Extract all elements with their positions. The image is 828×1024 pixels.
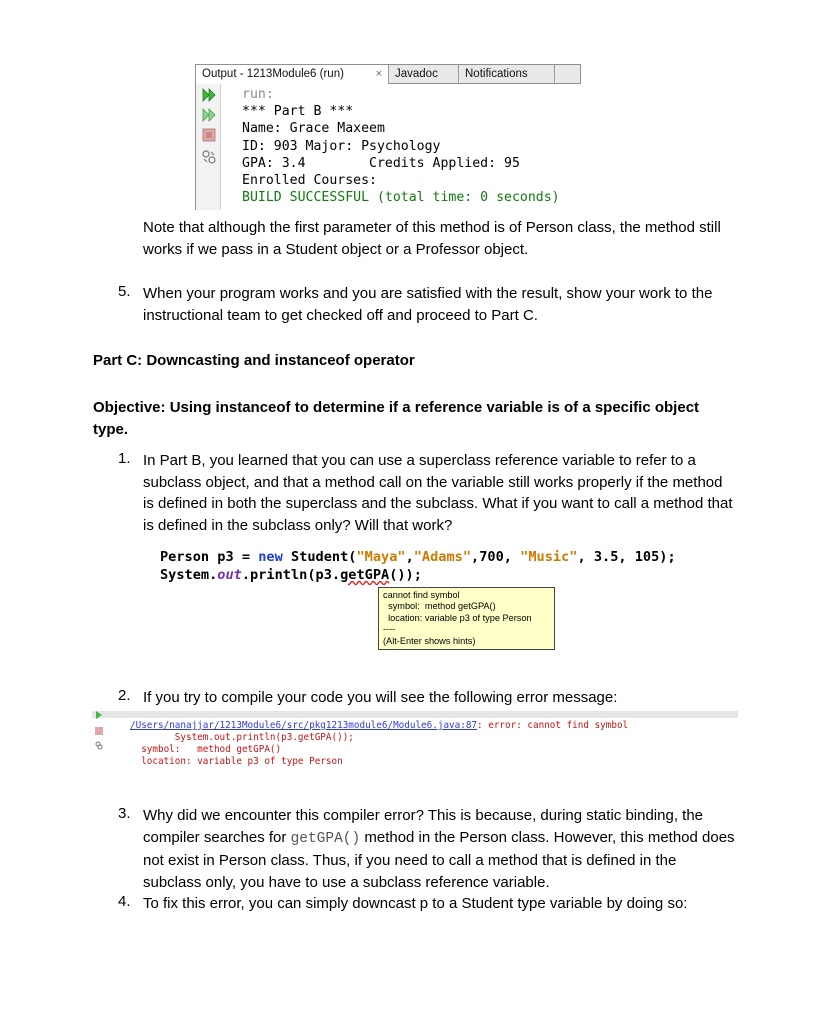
stop-icon[interactable] bbox=[202, 128, 216, 142]
tab-notifications[interactable] bbox=[459, 65, 555, 84]
item3-number: 3. bbox=[118, 805, 131, 822]
code-token: , 3.5, 105); bbox=[577, 549, 676, 565]
output-name-line: Name: Grace Maxeem bbox=[242, 121, 385, 137]
code-token: ()); bbox=[389, 567, 422, 583]
output-tab-bar bbox=[195, 64, 581, 84]
error-source-line: System.out.println(p3.getGPA()); bbox=[130, 732, 354, 743]
error-tooltip bbox=[378, 587, 555, 650]
tooltip-hint: (Alt-Enter shows hints) bbox=[383, 635, 476, 646]
code-string: "Music" bbox=[520, 549, 578, 565]
code-string: "Adams" bbox=[413, 549, 472, 565]
item1-text: In Part B, you learned that you can use a superclass reference variable to refer to a subclass object, and that a method call on the variable still works properly if the method is defined in both the superclass and the subclass. What if you want to call a method that is defined in the subclass only? Will that work? bbox=[143, 452, 733, 534]
code-token: , bbox=[405, 549, 414, 565]
settings-icon[interactable] bbox=[202, 150, 216, 164]
item3-text-start: Why did we encounter this compiler error? This is because, during static binding, the compiler searches for bbox=[143, 807, 704, 846]
tooltip-line: location: variable p3 of type Person bbox=[383, 612, 532, 623]
code-token: ,700, bbox=[471, 549, 521, 565]
code-field: out bbox=[217, 567, 242, 583]
tab-javadoc[interactable] bbox=[389, 65, 459, 84]
note-paragraph: Note that although the first parameter of this method is of Person class, the method still works if we pass in a Student object or a Professor object. bbox=[143, 219, 721, 258]
tooltip-line: symbol: method getGPA() bbox=[383, 601, 496, 612]
part-c-objective: Objective: Using instanceof to determine if a reference variable is of a specific object type. bbox=[93, 399, 700, 438]
item2-number: 2. bbox=[118, 687, 131, 704]
tab-javadoc-label: Javadoc bbox=[395, 68, 438, 80]
settings-icon[interactable] bbox=[95, 741, 103, 750]
output-text bbox=[242, 86, 560, 206]
run-icon[interactable] bbox=[202, 108, 216, 122]
output-panel bbox=[195, 64, 581, 210]
item4-text: To fix this error, you can simply downcast p to a Student type variable by doing so: bbox=[143, 895, 688, 912]
output-build-line: BUILD SUCCESSFUL (total time: 0 seconds) bbox=[242, 190, 560, 206]
error-location-line: location: variable p3 of type Person bbox=[130, 756, 343, 767]
error-message: : error: cannot find symbol bbox=[477, 720, 629, 731]
tab-output-label: Output - 1213Module6 (run) bbox=[202, 68, 344, 80]
run-icon[interactable] bbox=[95, 711, 103, 719]
code-token: .println(p3. bbox=[241, 567, 341, 583]
run-again-icon[interactable] bbox=[202, 88, 216, 102]
item3-text-end: method in the Person class. However, this method does not exist in Person class. Thus, if you need to call a method that is defined in the subclass only, you have to use a subclass reference variable. bbox=[143, 828, 735, 891]
item4-number: 4. bbox=[118, 893, 131, 910]
code-token: Person p3 = bbox=[160, 549, 259, 565]
item2-text: If you try to compile your code you will see the following error message: bbox=[143, 689, 618, 706]
error-symbol-line: symbol: method getGPA() bbox=[130, 744, 282, 755]
tab-output[interactable] bbox=[196, 65, 389, 84]
item3-paragraph bbox=[143, 805, 735, 893]
code-block bbox=[160, 548, 676, 584]
output-run-line: run: bbox=[242, 87, 274, 102]
error-panel-header bbox=[92, 711, 738, 718]
output-id-line: ID: 903 Major: Psychology bbox=[242, 138, 441, 154]
item1-number: 1. bbox=[118, 450, 131, 467]
tab-notifications-label: Notifications bbox=[465, 68, 528, 80]
part-c-title: Part C: Downcasting and instanceof operator bbox=[93, 352, 415, 369]
output-toolbar bbox=[195, 84, 221, 210]
step5-number: 5. bbox=[118, 283, 131, 300]
output-header-line: *** Part B *** bbox=[242, 104, 354, 120]
error-output-panel bbox=[92, 711, 738, 777]
error-file-link[interactable]: /Users/nanajjar/1213Module6/src/pkg1213module6/Module6.java:87 bbox=[130, 720, 478, 731]
output-enrolled-line: Enrolled Courses: bbox=[242, 173, 377, 189]
item3-inline-code: getGPA() bbox=[290, 830, 361, 847]
stop-icon[interactable] bbox=[95, 727, 103, 735]
tooltip-line: ---- bbox=[383, 624, 396, 635]
code-string: "Maya" bbox=[356, 549, 406, 565]
code-error-token: getGPA bbox=[340, 567, 390, 583]
code-keyword: new bbox=[258, 549, 283, 565]
step5-text: When your program works and you are satisfied with the result, show your work to the instructional team to get checked off and proceed to Part C. bbox=[143, 285, 713, 324]
code-token: System. bbox=[160, 567, 218, 583]
error-output-text bbox=[130, 720, 628, 768]
output-gpa-line: GPA: 3.4 Credits Applied: 95 bbox=[242, 155, 520, 171]
code-token: Student( bbox=[282, 549, 357, 565]
close-icon[interactable]: × bbox=[375, 68, 382, 80]
tooltip-line: cannot find symbol bbox=[383, 590, 460, 600]
